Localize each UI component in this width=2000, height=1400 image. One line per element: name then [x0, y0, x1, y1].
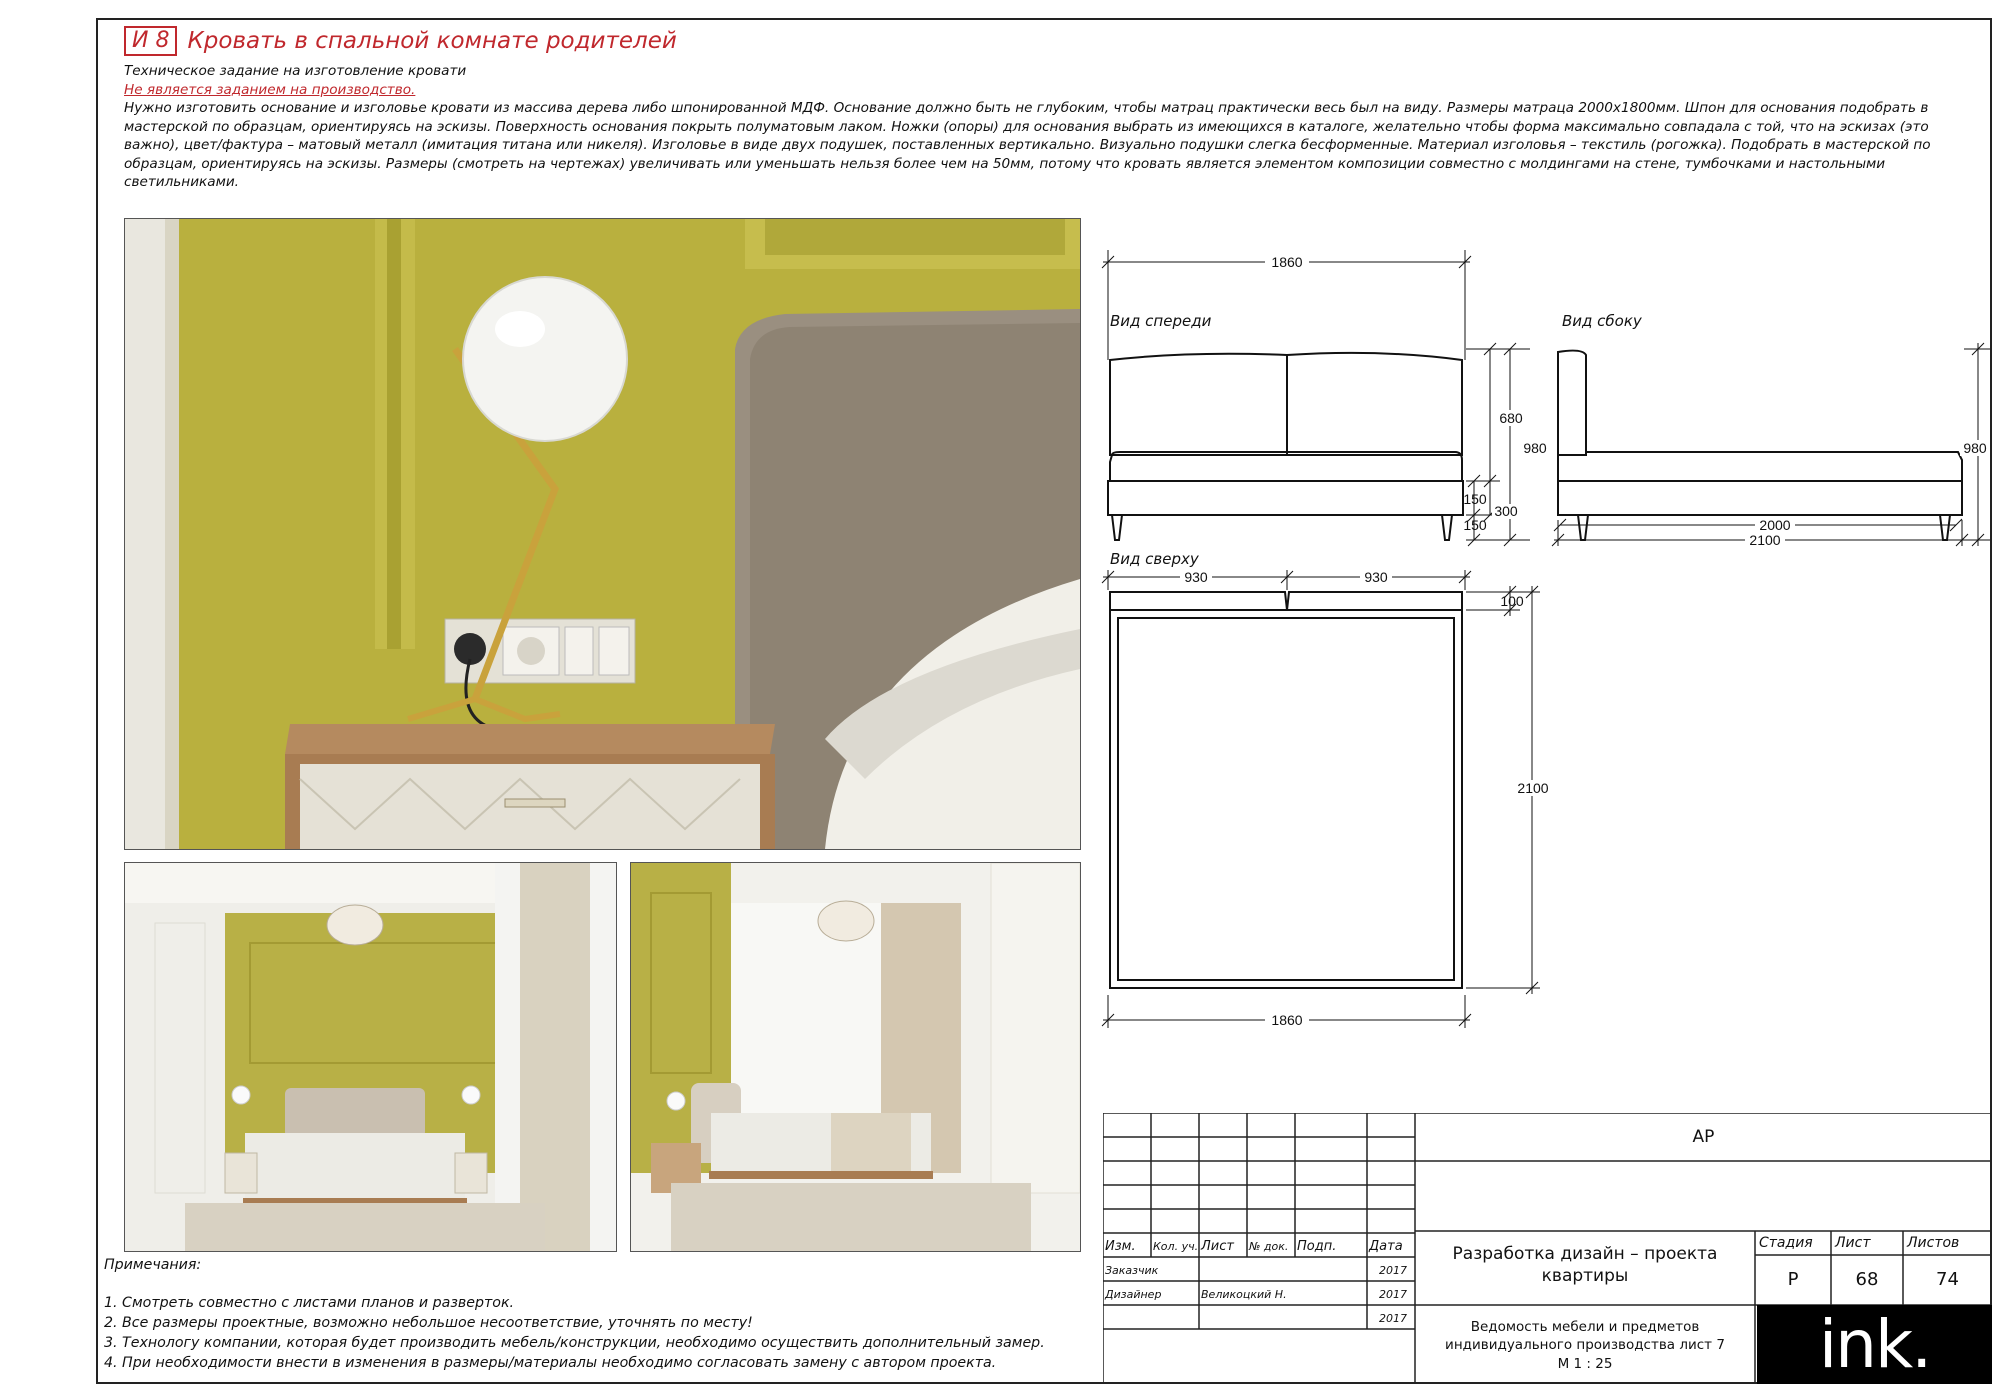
front-head-height-dim: 680: [1499, 410, 1523, 426]
description-warning: Не является заданием на производство.: [124, 81, 416, 98]
side-mattress-length-dim: 2000: [1759, 517, 1791, 533]
top-head-depth-dim: 100: [1500, 593, 1524, 609]
side-total-length-dim: 2100: [1749, 532, 1781, 548]
tb-sheet-label: Лист: [1835, 1235, 1871, 1251]
tb-role-customer: Заказчик: [1105, 1264, 1159, 1277]
side-view-bed: [1558, 351, 1962, 540]
note-item: 1. Смотреть совместно с листами планов и разверток.: [104, 1295, 515, 1311]
front-base-dim: 300: [1494, 503, 1518, 519]
top-length-dim: 2100: [1517, 780, 1549, 796]
tb-project-title: Разработка дизайн – проекта квартиры: [1452, 1244, 1718, 1286]
tb-sheets-value: 74: [1936, 1269, 1959, 1290]
note-item: 2. Все размеры проектные, возможно небольшое несоответствие, уточнять по месту!: [104, 1315, 753, 1331]
front-view-bed: [1108, 353, 1463, 540]
tb-scale: М 1 : 25: [1557, 1356, 1613, 1372]
tb-sheets-label: Листов: [1907, 1235, 1960, 1251]
note-item: 4. При необходимости внести в изменения в размеры/материалы необходимо согласовать замену с автором проекта.: [104, 1355, 997, 1371]
tb-date-3: 2017: [1379, 1312, 1407, 1325]
notes-heading: Примечания:: [104, 1257, 202, 1273]
front-view-label: Вид спереди: [1110, 312, 1212, 330]
tb-col-doc: № док.: [1249, 1240, 1289, 1253]
top-view-bed: [1110, 592, 1462, 988]
tb-col-izm: Изм.: [1105, 1239, 1136, 1254]
top-width-dim: 1860: [1271, 1012, 1303, 1028]
ink-logo: ink.: [1757, 1305, 1992, 1384]
front-frame-dim: 150: [1463, 491, 1487, 507]
item-title: Кровать в спальной комнате родителей: [187, 28, 677, 54]
side-view-label: Вид сбоку: [1562, 312, 1642, 330]
tb-date-1: 2017: [1379, 1264, 1407, 1277]
tb-date-2: 2017: [1379, 1288, 1407, 1301]
tb-role-designer: Дизайнер: [1105, 1288, 1162, 1301]
tb-col-date: Дата: [1369, 1239, 1403, 1254]
tb-sheet-value: 68: [1855, 1269, 1879, 1290]
notes: [104, 1255, 1104, 1373]
description-body: Нужно изготовить основание и изголовье кровати из массива дерева либо шпонированной МДФ. Основание должно быть не глубоким, чтобы матрац практически весь был на виду. Размеры матраца 2000х1800мм. Шпон для основания подобрать в мастерской по образцам, ориентируясь на эскизы. Поверхность основания покрыть полуматовым лаком. Ножки (опоры) для основания выбрать из имеющихся в каталоге, желательно чтобы форма максимально совпадала с той, что на эскизах (это важно), цвет/фактура – матовый металл (имитация титана или никеля). Изголовье в виде двух подушек, поставленных вертикально. Визуально подушки слегка бесформенные. Материал изголовья – текстиль (рогожка). Подобрать в мастерской по образцам, ориентируясь на эскизы. Размеры (смотреть на чертежах) увеличивать или уменьшать нельзя более чем на 50мм, потому что кровать является элементом композиции совместно с молдингами на стене, тумбочками и настольными светильниками.: [124, 100, 1931, 190]
tb-stage-value: Р: [1787, 1269, 1799, 1290]
top-left-half-dim: 930: [1184, 569, 1208, 585]
note-item: 3. Технологу компании, которая будет производить мебель/конструкции, необходимо осуществить дополнительный замер.: [104, 1335, 1045, 1351]
top-right-half-dim: 930: [1364, 569, 1388, 585]
tb-sheet-title: Ведомость мебели и предметов индивидуального производства лист 7: [1445, 1319, 1725, 1353]
front-total-height-dim: 980: [1523, 440, 1547, 456]
tb-code: АР: [1692, 1127, 1715, 1147]
top-view-label: Вид сверху: [1110, 550, 1199, 568]
front-width-dim: 1860: [1271, 254, 1303, 270]
side-height-dim: 980: [1963, 440, 1987, 456]
tb-stage-label: Стадия: [1759, 1235, 1813, 1251]
tb-col-kolich: Кол. уч.: [1153, 1240, 1199, 1253]
description-heading: Техническое задание на изготовление кровати: [124, 63, 467, 79]
front-leg-dim: 150: [1463, 517, 1487, 533]
tb-col-list: Лист: [1201, 1239, 1234, 1254]
tb-designer-name: Великоцкий Н.: [1201, 1288, 1287, 1301]
item-code: И 8: [124, 26, 177, 56]
tb-col-podp: Подп.: [1297, 1239, 1337, 1254]
